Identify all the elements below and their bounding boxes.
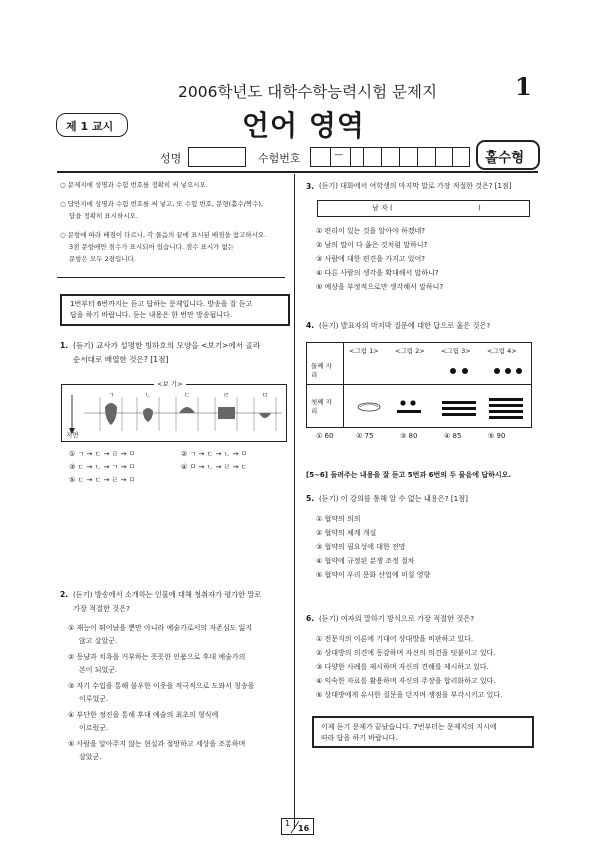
figure-header: <그림 3> [441, 347, 471, 355]
shape-nieun [137, 397, 159, 431]
answer-option[interactable]: ④ 익숙한 자료를 활용하며 자신의 주장을 합리화하고 있다. [316, 677, 496, 685]
question-number: 2. [60, 590, 69, 599]
question-text: (듣기) 발표자의 마지막 질문에 대한 답으로 옳은 것은? [319, 321, 491, 330]
exam-no-field[interactable] [310, 147, 470, 167]
q3-dialogue-box [317, 200, 530, 217]
q4-figure-table [306, 342, 532, 428]
question-number: 3. [306, 182, 315, 191]
exam-title: 2006학년도 대학수학능력시험 문제지 [178, 83, 437, 101]
listening-notice-line: 1번부터 6번까지는 듣고 답하는 문제입니다. 방송을 잘 듣고 [70, 300, 253, 308]
answer-option[interactable]: ④ 다른 사람의 생각을 확대해서 말하니? [316, 269, 439, 277]
answer-option[interactable]: ⑤ 예상을 부정적으로만 생각해서 말하니? [316, 283, 444, 291]
figure-header: <그림 4> [487, 347, 517, 355]
page-indicator [281, 818, 314, 835]
answer-option[interactable]: ① 편리이 있는 것을 알아야 하겠네? [316, 227, 426, 235]
shape-giyeok [100, 397, 122, 431]
shape-letter: ㄹ [223, 391, 230, 399]
answer-option[interactable]: ② 협약의 체계 개설 [316, 529, 377, 537]
exam-type-badge [476, 140, 540, 170]
listening-notice-line: 답을 하기 바랍니다. 듣는 내용은 한 번만 방송됩니다. [70, 311, 233, 319]
row-label-first: 첫째 자리 [311, 398, 332, 415]
page-current: 1 [285, 819, 291, 828]
answer-option[interactable]: ③ 80 [400, 432, 418, 440]
answer-option[interactable]: ④ 협약에 규정된 분쟁 조정 절차 [316, 557, 415, 565]
answer-option[interactable]: ② 동냥과 치욕을 거부하는 꼿꼿한 인품으로 후대 예술가의 [68, 653, 246, 661]
answer-option-cont: 본이 되었군. [79, 666, 118, 674]
fig1-shell [358, 403, 380, 411]
instruction-line: ○ 문제지에 성명과 수험 번호를 정확히 써 넣으시오. [60, 181, 208, 189]
exam-no-label: 수험번호 [258, 152, 301, 165]
subject-title: 언어 영역 [242, 109, 365, 142]
page-total: 16 [298, 824, 310, 833]
answer-option-cont: 않고 살았군. [79, 637, 118, 645]
fig3-dots [450, 368, 468, 374]
answer-option[interactable]: ② 75 [356, 432, 374, 440]
question-text: (듣기) 대화에서 여학생의 마지막 말로 가장 적절한 것은? [1점] [319, 182, 512, 190]
shape-letter: ㄱ [108, 391, 115, 399]
period-badge [56, 113, 128, 137]
answer-option[interactable]: ② 남의 말이 다 옳은 것처럼 말하니? [316, 241, 428, 249]
answer-option[interactable]: ⑤ 협약이 우리 문화 산업에 미칠 영향 [316, 571, 431, 579]
shape-mieum [254, 397, 276, 431]
end-notice-line: 따라 답을 하기 바랍니다. [321, 734, 398, 742]
column-divider [294, 174, 295, 829]
answer-option[interactable]: ④ 부단한 정진을 통해 후대 예술의 최초의 형식에 [68, 711, 219, 719]
answer-option[interactable]: ⑤ 90 [488, 432, 506, 440]
answer-option[interactable]: ① 전문지의 이론에 기대어 상대방을 비판하고 있다. [316, 635, 474, 643]
answer-option[interactable]: ③ 사람에 대한 편견을 가지고 있어? [316, 255, 426, 263]
fig4-dots [494, 368, 522, 374]
name-label: 성명 [160, 152, 182, 165]
question-number: 4. [306, 321, 315, 330]
question-text: (듣기) 이 강의를 통해 알 수 없는 내용은? [1점] [319, 494, 468, 503]
instruction-line: ○ 답안지에 성명과 수험 번호를 써 넣고, 또 수험 번호, 문형(홀수/짝수), [60, 200, 264, 208]
answer-option[interactable]: ① 60 [316, 432, 334, 440]
question-text: 순서대로 배열한 것은? [1점] [73, 355, 169, 364]
question-text: (듣기) 방송에서 소개하는 인물에 대해 청취자가 평가한 말로 [73, 590, 262, 599]
answer-option-cont: 이루었군. [79, 695, 109, 703]
header-rule [57, 171, 538, 173]
answer-option[interactable]: ① 재능이 뛰어났을 뿐만 아니라 예술가로서의 자존심도 잃지 [68, 624, 253, 632]
answer-option-cont: 살았군. [79, 753, 102, 761]
q5-6-notice: [5~6] 들려주는 내용을 잘 듣고 5번과 6번의 두 물음에 답하시오. [306, 471, 512, 479]
shape-letter: ㄴ [145, 391, 152, 399]
answer-option[interactable]: ⑤ 사람을 알아주지 않는 현실과 절망하고 세상을 조롱하며 [68, 740, 246, 748]
bogi-label: <보 기> [154, 380, 186, 389]
answer-option[interactable]: ① ㄱ → ㄷ → ㄹ → ㅁ [69, 450, 136, 458]
shape-rieul [215, 397, 237, 431]
answer-option[interactable]: ① 협약의 의의 [316, 515, 361, 523]
fig2-bars [397, 400, 421, 413]
exam-no-dash: — [334, 150, 343, 160]
row-label-second: 둘째 자리 [311, 362, 332, 379]
shape-letter: ㄷ [184, 391, 191, 399]
instructions-rule [57, 277, 285, 278]
instruction-line: ○ 문항에 따라 배점이 다르니, 각 물음의 끝에 표시된 배점을 참고하시오. [60, 231, 267, 239]
counting-figures [307, 343, 531, 427]
exam-type-label: 홀수형 [485, 150, 525, 166]
question-text: (듣기) 여자의 말하기 방식으로 가장 적절한 것은? [319, 614, 475, 623]
fig3-bars [442, 401, 476, 416]
answer-option[interactable]: ③ 협약의 필요성에 대한 전망 [316, 543, 406, 551]
figure-header: <그림 2> [395, 347, 425, 355]
question-number: 1. [60, 341, 69, 350]
end-notice-line: 이제 듣기 문제가 끝났습니다. 7번부터는 문제지의 지시에 [321, 723, 497, 731]
answer-option[interactable]: ⑤ 상대방에게 유사한 질문을 던지며 쟁점을 부각시키고 있다. [316, 691, 503, 699]
end-listening-notice [312, 716, 534, 748]
answer-option[interactable]: ② ㄱ → ㄷ → ㄴ → ㅁ [181, 450, 248, 458]
fig4-bars [489, 398, 523, 419]
answer-option[interactable]: ③ ㄷ → ㄴ → ㄱ → ㅁ [69, 463, 136, 471]
instruction-line: 문항은 모두 2점입니다. [69, 255, 136, 263]
instruction-line: 3점 문항에만 점수가 표시되어 있습니다. 점수 표시가 없는 [69, 243, 235, 251]
answer-option-cont: 이르렀군. [79, 724, 109, 732]
ground-label: 지면 [66, 431, 79, 439]
answer-option[interactable]: ③ 자기 수입을 통해 불우한 이웃을 적극적으로 도와서 칭송을 [68, 682, 255, 690]
answer-option[interactable]: ④ 85 [444, 432, 462, 440]
dialogue-close: ) [478, 204, 481, 212]
question-text: 가장 적절한 것은? [73, 604, 130, 613]
listening-notice [60, 294, 290, 326]
figure-header: <그림 1> [349, 347, 379, 355]
shape-letter: ㅁ [262, 391, 269, 399]
page-number-large: 1 [515, 72, 532, 101]
answer-option[interactable]: ③ 다양한 사례를 제시하며 자신의 견해를 제시하고 있다. [316, 663, 489, 671]
name-field[interactable] [188, 147, 246, 167]
answer-option[interactable]: ⑤ ㄷ → ㄷ → ㄹ → ㅁ [69, 476, 136, 484]
answer-option[interactable]: ② 상대방의 의견에 동감하며 자신의 의견을 덧붙이고 있다. [316, 649, 496, 657]
question-number: 5. [306, 494, 315, 503]
answer-option[interactable]: ④ ㅁ → ㄴ → ㄹ → ㄷ [181, 463, 248, 471]
question-number: 6. [306, 614, 315, 623]
instruction-line: 답을 정확히 표시하시오. [69, 212, 138, 220]
period-label: 제 1 교시 [66, 120, 114, 133]
q1-bogi-box [61, 380, 287, 442]
glacier-lake-shapes [62, 385, 286, 441]
question-text: (듣기) 교사가 설명한 빙하호의 모양을 <보기>에서 골라 [73, 341, 261, 350]
shape-digeut [176, 397, 198, 431]
dialogue-speaker: 남 자 ( [372, 204, 393, 212]
